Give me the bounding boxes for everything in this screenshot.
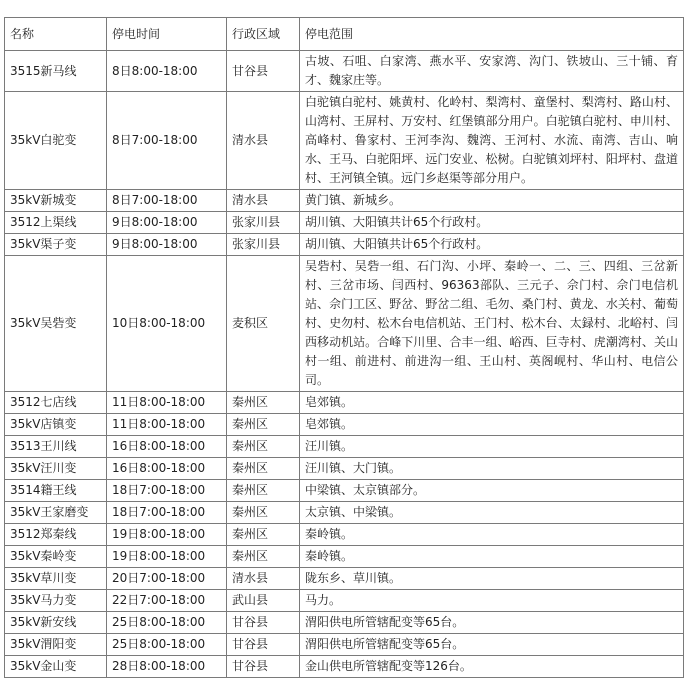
table-row [5,480,684,502]
table-row [5,51,684,92]
cell-name: 35kV汪川变 [5,458,107,480]
cell-region: 清水县 [227,92,300,190]
table-row [5,92,684,190]
table-row [5,436,684,458]
cell-scope: 胡川镇、大阳镇共计65个行政村。 [300,234,684,256]
cell-name: 35kV渭阳变 [5,634,107,656]
cell-scope: 渭阳供电所管辖配变等65台。 [300,612,684,634]
outage-table-container [4,17,684,678]
table-row [5,256,684,392]
cell-region: 秦州区 [227,458,300,480]
cell-name: 35kV店镇变 [5,414,107,436]
cell-region: 麦积区 [227,256,300,392]
cell-time: 10日8:00-18:00 [107,256,227,392]
cell-time: 20日7:00-18:00 [107,568,227,590]
cell-scope: 中梁镇、太京镇部分。 [300,480,684,502]
cell-region: 甘谷县 [227,656,300,678]
cell-name: 35kV白驼变 [5,92,107,190]
cell-name: 35kV王家磨变 [5,502,107,524]
cell-time: 25日8:00-18:00 [107,634,227,656]
cell-scope: 渭阳供电所管辖配变等65台。 [300,634,684,656]
cell-name: 35kV新安线 [5,612,107,634]
table-row [5,612,684,634]
cell-region: 秦州区 [227,414,300,436]
cell-scope: 胡川镇、大阳镇共计65个行政村。 [300,212,684,234]
cell-name: 3512上渠线 [5,212,107,234]
cell-time: 16日8:00-18:00 [107,458,227,480]
table-row [5,392,684,414]
cell-name: 35kV草川变 [5,568,107,590]
table-row [5,414,684,436]
cell-region: 张家川县 [227,212,300,234]
header-time: 停电时间 [107,18,227,51]
table-row [5,656,684,678]
cell-scope: 金山供电所管辖配变等126台。 [300,656,684,678]
cell-scope: 汪川镇。 [300,436,684,458]
cell-scope: 吴砦村、吴砦一组、石门沟、小坪、秦岭一、二、三、四组、三岔新村、三岔市场、闫西村、96363部队、三元子、佘门村、佘门电信机站、佘门工区、野岔、野岔二组、毛勿、桑门村、黄龙、水关村、葡萄村、史勿村、松木台电信机站、王门村、松木台、太録村、北峪村、闫西移动机站。合峰下川里、合丰一组、峪西、巨寺村、虎潮湾村、关山村一组、前进村、前进沟一组、王山村、英阁岘村、华山村、电信公司。 [300,256,684,392]
cell-scope: 马力。 [300,590,684,612]
cell-scope: 古坡、石咀、白家湾、燕水平、安家湾、沟门、铁坡山、三十铺、育才、魏家庄等。 [300,51,684,92]
cell-scope: 秦岭镇。 [300,546,684,568]
cell-region: 清水县 [227,568,300,590]
table-header-row [5,18,684,51]
cell-scope: 皂郊镇。 [300,392,684,414]
table-body [5,51,684,678]
cell-time: 8日8:00-18:00 [107,51,227,92]
cell-name: 3514籍王线 [5,480,107,502]
cell-region: 秦州区 [227,502,300,524]
cell-name: 3515新马线 [5,51,107,92]
table-row [5,590,684,612]
table-row [5,546,684,568]
cell-name: 35kV马力变 [5,590,107,612]
cell-name: 35kV吴砦变 [5,256,107,392]
outage-schedule-table [4,17,684,678]
cell-time: 19日8:00-18:00 [107,524,227,546]
cell-time: 11日8:00-18:00 [107,414,227,436]
cell-region: 甘谷县 [227,612,300,634]
cell-time: 9日8:00-18:00 [107,234,227,256]
cell-region: 张家川县 [227,234,300,256]
cell-region: 秦州区 [227,524,300,546]
cell-region: 秦州区 [227,392,300,414]
cell-region: 秦州区 [227,436,300,458]
cell-time: 22日7:00-18:00 [107,590,227,612]
cell-time: 28日8:00-18:00 [107,656,227,678]
cell-scope: 黄门镇、新城乡。 [300,190,684,212]
cell-name: 3512七店线 [5,392,107,414]
cell-name: 35kV金山变 [5,656,107,678]
header-region: 行政区域 [227,18,300,51]
table-row [5,634,684,656]
cell-name: 3512郑秦线 [5,524,107,546]
cell-time: 25日8:00-18:00 [107,612,227,634]
header-scope: 停电范围 [300,18,684,51]
cell-name: 35kV秦岭变 [5,546,107,568]
header-name: 名称 [5,18,107,51]
table-row [5,190,684,212]
cell-region: 秦州区 [227,480,300,502]
cell-time: 18日7:00-18:00 [107,480,227,502]
cell-scope: 皂郊镇。 [300,414,684,436]
cell-name: 35kV渠子变 [5,234,107,256]
table-row [5,458,684,480]
cell-time: 8日7:00-18:00 [107,92,227,190]
cell-scope: 汪川镇、大门镇。 [300,458,684,480]
cell-time: 9日8:00-18:00 [107,212,227,234]
cell-scope: 太京镇、中梁镇。 [300,502,684,524]
table-row [5,234,684,256]
cell-scope: 白驼镇白驼村、姚黄村、化岭村、梨湾村、童堡村、梨湾村、路山村、山湾村、王屏村、万安村、红堡镇部分用户。白驼镇白驼村、申川村、高峰村、鲁家村、王河李沟、魏湾、王河村、水流、南湾、吉山、响水、王马、白驼阳坪、远门安业、松树。白驼镇刘坪村、阳坪村、盘道村、王河镇全镇。远门乡赵渠等部分用户。 [300,92,684,190]
table-row [5,568,684,590]
cell-region: 武山县 [227,590,300,612]
table-row [5,524,684,546]
cell-region: 秦州区 [227,546,300,568]
cell-name: 3513王川线 [5,436,107,458]
cell-scope: 秦岭镇。 [300,524,684,546]
cell-time: 19日8:00-18:00 [107,546,227,568]
cell-scope: 陇东乡、草川镇。 [300,568,684,590]
cell-time: 11日8:00-18:00 [107,392,227,414]
table-row [5,212,684,234]
cell-name: 35kV新城变 [5,190,107,212]
cell-time: 8日7:00-18:00 [107,190,227,212]
table-row [5,502,684,524]
cell-time: 16日8:00-18:00 [107,436,227,458]
cell-time: 18日7:00-18:00 [107,502,227,524]
cell-region: 清水县 [227,190,300,212]
cell-region: 甘谷县 [227,634,300,656]
cell-region: 甘谷县 [227,51,300,92]
